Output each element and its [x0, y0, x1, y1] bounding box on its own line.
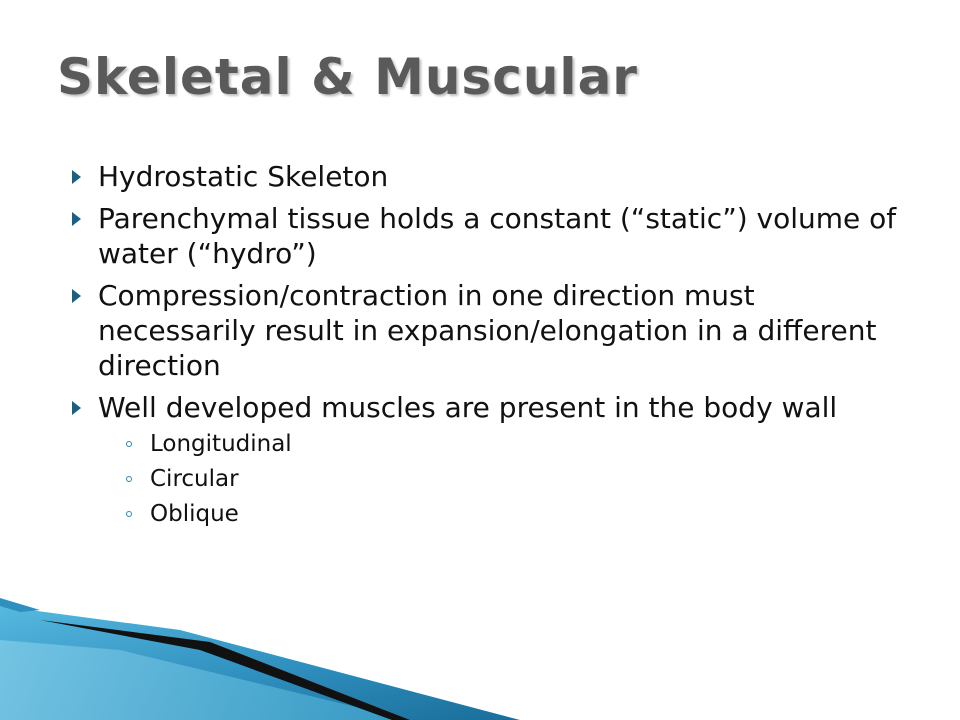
slide-title: Skeletal & Muscular — [57, 48, 638, 106]
hollow-circle-bullet-icon — [126, 511, 132, 517]
bullet-text: Compression/contraction in one direction must necessarily result in expansion/elongation in a different direction — [98, 279, 877, 382]
bullet-item — [72, 390, 902, 529]
hollow-circle-bullet-icon — [126, 441, 132, 447]
bullet-item — [72, 201, 902, 271]
black-diagonal-band — [40, 620, 410, 720]
sub-bullet-text: Longitudinal — [150, 431, 292, 457]
blue-wave-band — [0, 606, 520, 720]
sub-bullet-text: Circular — [150, 466, 239, 492]
bullet-item — [72, 278, 902, 383]
bullet-item — [72, 159, 902, 194]
triangle-bullet-icon — [72, 212, 81, 226]
bullet-text: Parenchymal tissue holds a constant (“static”) volume of water (“hydro”) — [98, 202, 897, 270]
light-blue-wave-band — [0, 640, 410, 720]
triangle-bullet-icon — [72, 401, 81, 415]
sub-bullet-text: Oblique — [150, 501, 239, 527]
edge-accent — [0, 598, 40, 612]
triangle-bullet-icon — [72, 289, 81, 303]
bullet-text: Hydrostatic Skeleton — [98, 160, 389, 193]
sub-bullet-item — [98, 465, 902, 494]
bullet-text: Well developed muscles are present in the body wall — [98, 391, 838, 424]
triangle-bullet-icon — [72, 170, 81, 184]
sub-bullet-item — [98, 430, 902, 459]
hollow-circle-bullet-icon — [126, 476, 132, 482]
sub-bullet-item — [98, 500, 902, 529]
bullet-list — [72, 159, 902, 536]
sub-bullet-list — [98, 430, 902, 529]
